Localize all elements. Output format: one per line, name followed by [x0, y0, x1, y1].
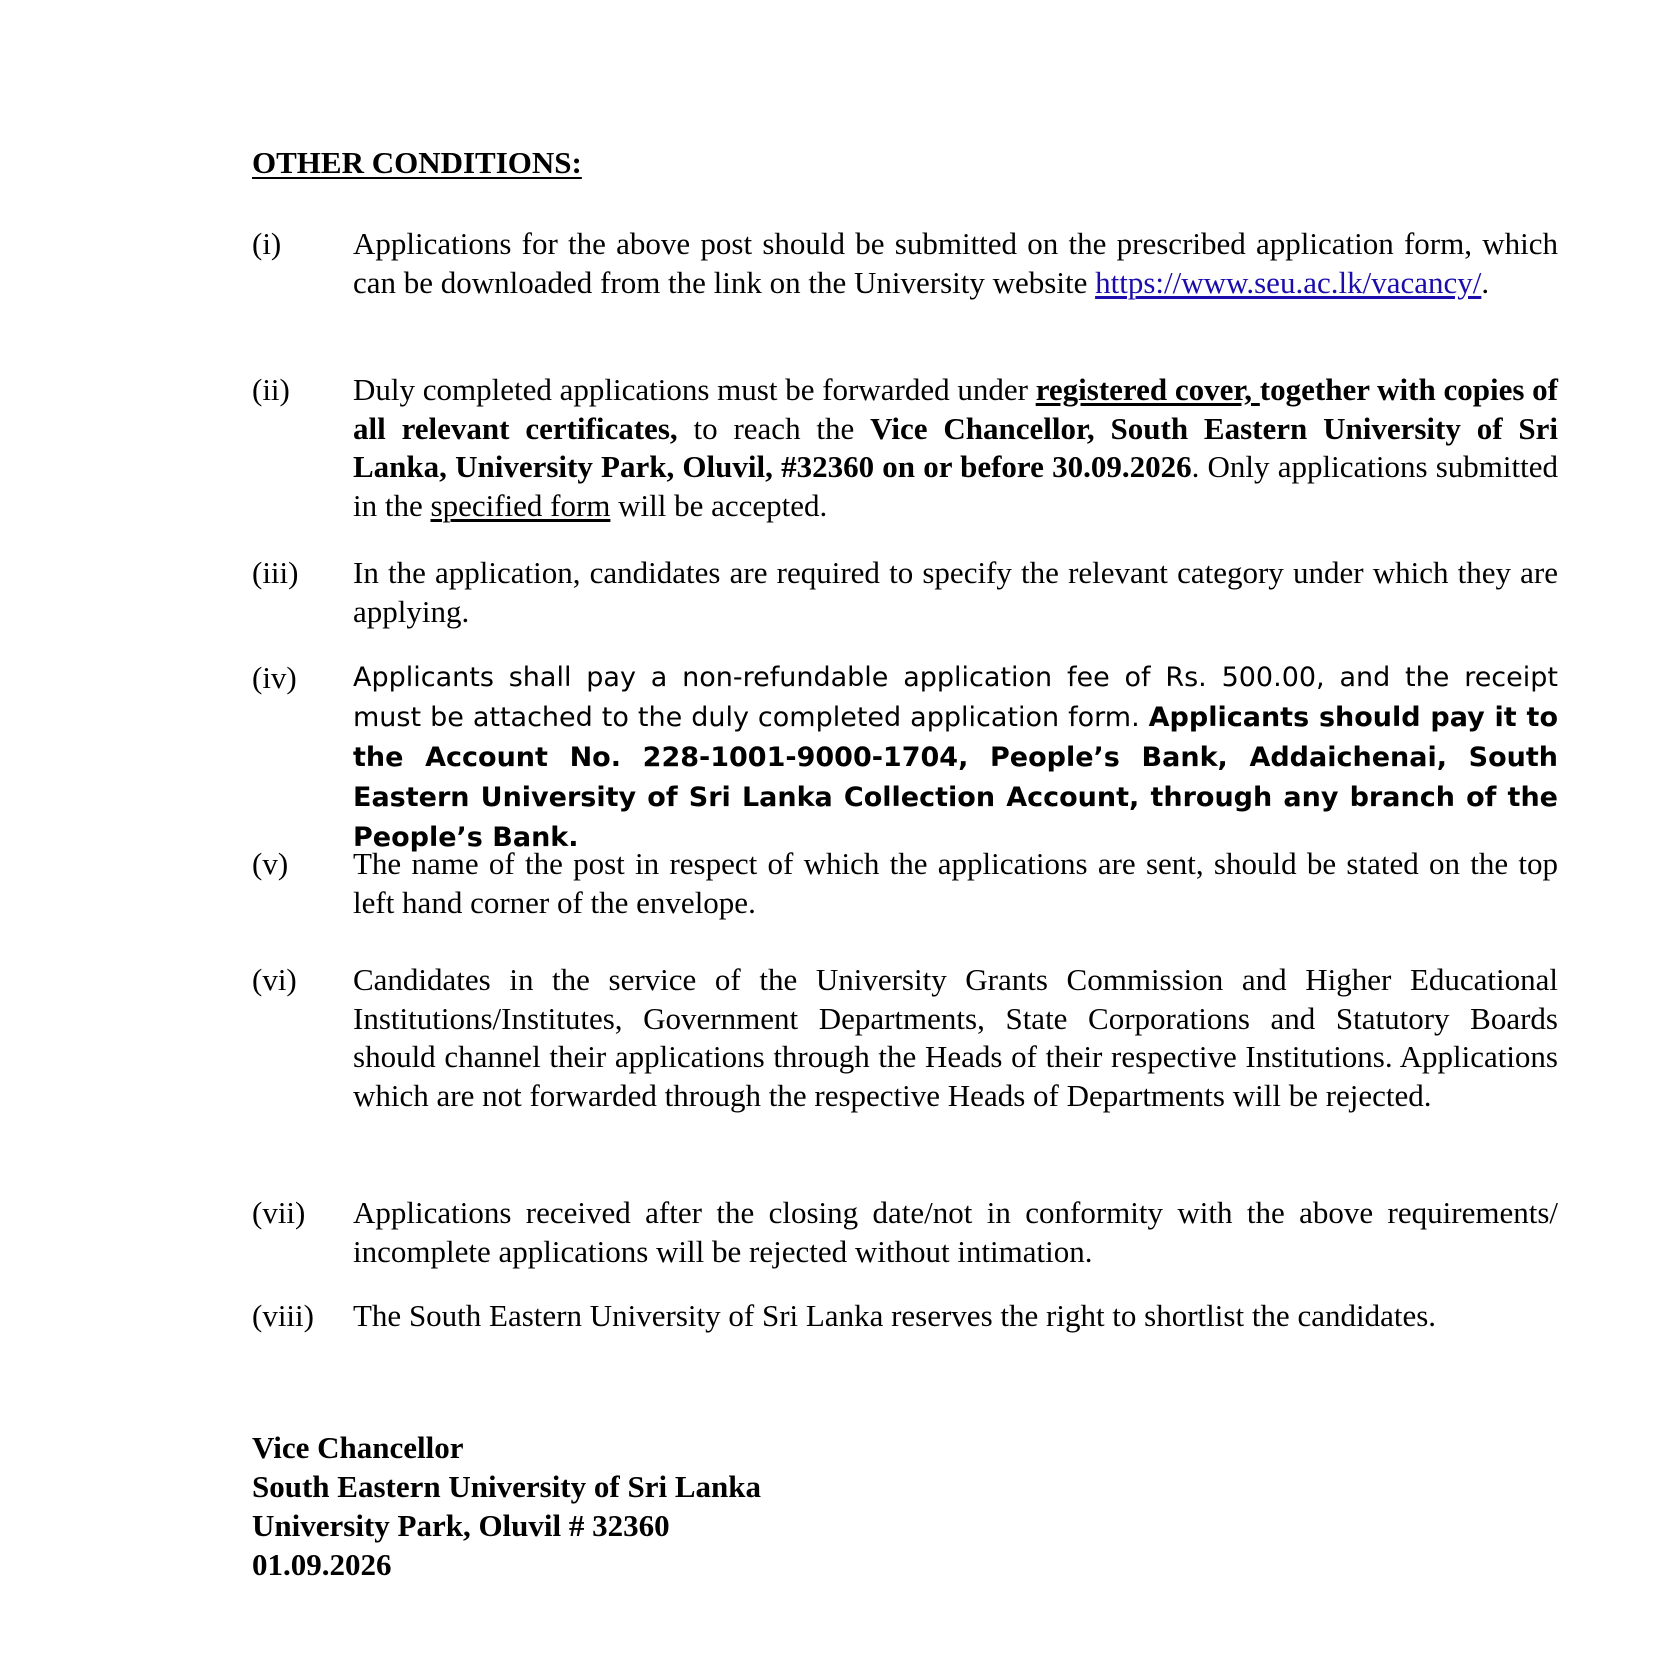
- condition-number: (ii): [252, 372, 290, 407]
- condition-text: [353, 658, 1558, 858]
- condition-text-part: Applicants shall pay a non-refundable application fee of Rs. 500.00, and the receipt must be attached to the duly completed application form.: [353, 662, 1558, 733]
- signatory-title: Vice Chancellor: [252, 1430, 464, 1465]
- condition-number: (viii): [252, 1298, 314, 1333]
- signature-block: [252, 1428, 761, 1584]
- condition-text-part: Duly completed applications must be forwarded under: [353, 372, 1036, 407]
- condition-item: [252, 371, 1558, 525]
- condition-text-part: will be accepted.: [610, 487, 828, 523]
- condition-item: [252, 554, 1558, 631]
- condition-text-part: .: [1481, 264, 1490, 300]
- condition-text: The name of the post in respect of which the applications are sent, should be stated on the top left hand corner of the envelope.: [353, 846, 1558, 920]
- specified-form-emphasis: specified form: [430, 487, 611, 523]
- condition-text-part: to reach the: [677, 410, 871, 446]
- document-date: 01.09.2026: [252, 1547, 392, 1582]
- payment-account-emphasis: Applicants should pay it to the Account No. 228-1001-9000-1704, People’s Bank, Addaichenai, South Eastern University of Sri Lanka Collection Account, through any branch of the People’s Bank.: [353, 702, 1558, 853]
- signatory-address: University Park, Oluvil # 32360: [252, 1508, 670, 1543]
- condition-number: (iii): [252, 555, 299, 590]
- certificates-emphasis: together with copies of all relevant certificates,: [353, 372, 1558, 446]
- condition-item: [252, 845, 1558, 922]
- condition-text: Candidates in the service of the University Grants Commission and Higher Educational Institutions/Institutes, Government Departments, State Corporations and Statutory Boards should channel their applications through the Heads of their respective Institutions. Applications which are not forwarded through the respective Heads of Departments will be rejected.: [353, 962, 1558, 1113]
- condition-number: (iv): [252, 660, 297, 695]
- condition-text: [353, 225, 1558, 302]
- section-heading: OTHER CONDITIONS:: [252, 145, 582, 180]
- condition-number: (v): [252, 846, 289, 881]
- condition-text: The South Eastern University of Sri Lanka reserves the right to shortlist the candidates.: [353, 1298, 1437, 1333]
- condition-item: [252, 1194, 1558, 1271]
- condition-number: (vii): [252, 1195, 306, 1230]
- condition-text: Applications received after the closing date/not in conformity with the above requirements/ incomplete applications will be rejected without intimation.: [353, 1195, 1558, 1269]
- condition-text-part: Applications for the above post should be submitted on the prescribed application form, which can be downloaded from the link on the University website: [353, 226, 1558, 300]
- condition-number: (i): [252, 226, 282, 261]
- condition-number: (vi): [252, 962, 297, 997]
- condition-text: [353, 371, 1558, 525]
- condition-item: [252, 961, 1558, 1115]
- condition-text: In the application, candidates are required to specify the relevant category under which they are applying.: [353, 555, 1558, 629]
- address-deadline-emphasis: Vice Chancellor, South Eastern University of Sri Lanka, University Park, Oluvil, #32360 on or before 30.09.2026: [353, 410, 1558, 484]
- signatory-organization: South Eastern University of Sri Lanka: [252, 1469, 761, 1504]
- condition-item: [252, 658, 1558, 858]
- vacancy-link[interactable]: https://www.seu.ac.lk/vacancy/: [1095, 264, 1482, 300]
- condition-text-part: . Only applications submitted in the: [353, 449, 1558, 523]
- condition-item: [252, 1297, 1558, 1336]
- condition-item: [252, 225, 1558, 302]
- registered-cover-emphasis: registered cover,: [1035, 372, 1260, 407]
